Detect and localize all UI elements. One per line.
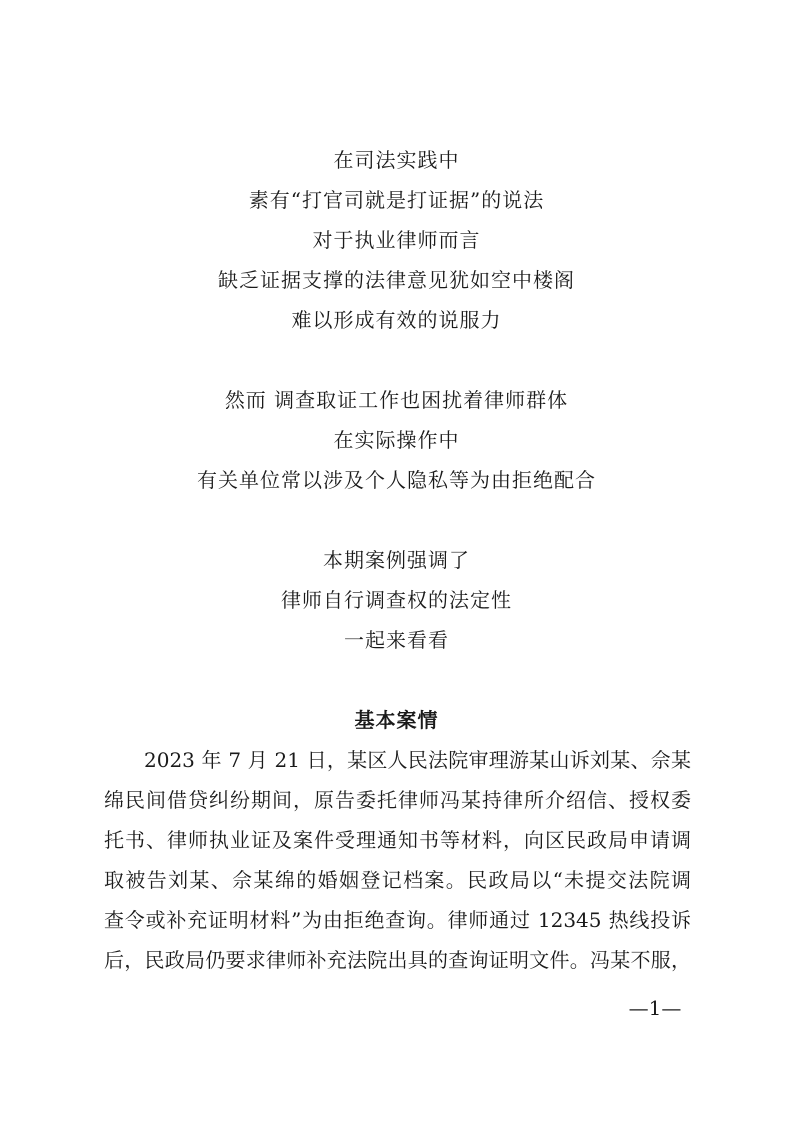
section-heading: 基本案情 bbox=[354, 708, 439, 732]
intro-line: 律师自行调查权的法定性 bbox=[281, 588, 512, 612]
intro-line: 在实际操作中 bbox=[333, 428, 460, 452]
intro-line: 一起来看看 bbox=[344, 628, 449, 652]
paragraph-line: 2023 年 7 月 21 日，某区人民法院审理游某山诉刘某、佘某 bbox=[144, 748, 691, 772]
paragraph-line: 取被告刘某、佘某绵的婚姻登记档案。民政局以“未提交法院调 bbox=[104, 868, 691, 892]
intro-line: 本期案例强调了 bbox=[323, 548, 470, 572]
intro-line: 缺乏证据支撑的法律意见犹如空中楼阁 bbox=[218, 268, 575, 292]
paragraph-line: 查令或补充证明材料”为由拒绝查询。律师通过 12345 热线投诉 bbox=[104, 908, 691, 932]
paragraph-line: 绵民间借贷纠纷期间，原告委托律师冯某持律所介绍信、授权委 bbox=[104, 788, 691, 812]
intro-line: 在司法实践中 bbox=[333, 148, 460, 172]
page-number: —1— bbox=[628, 996, 682, 1020]
intro-line: 难以形成有效的说服力 bbox=[291, 308, 502, 332]
intro-line: 有关单位常以涉及个人隐私等为由拒绝配合 bbox=[197, 468, 596, 492]
intro-line: 对于执业律师而言 bbox=[312, 228, 481, 252]
paragraph-line: 托书、律师执业证及案件受理通知书等材料，向区民政局申请调 bbox=[104, 828, 691, 852]
intro-line: 素有“打官司就是打证据”的说法 bbox=[248, 188, 545, 212]
intro-line: 然而 调查取证工作也困扰着律师群体 bbox=[224, 388, 569, 412]
paragraph-line: 后，民政局仍要求律师补充法院出具的查询证明文件。冯某不服， bbox=[104, 948, 691, 972]
